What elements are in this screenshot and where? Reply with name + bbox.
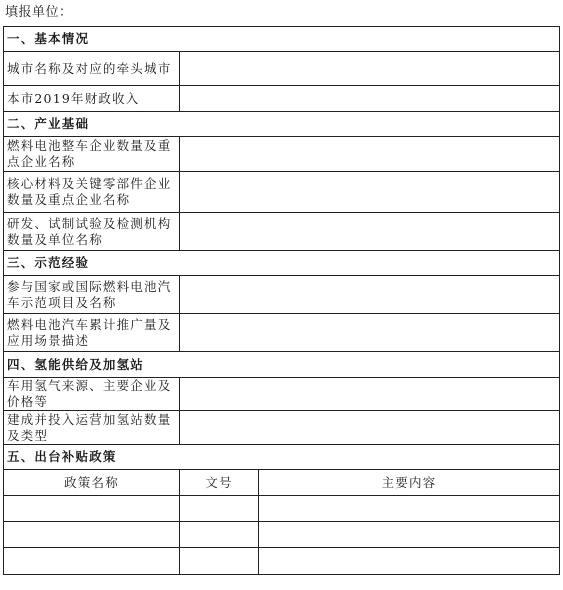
column-header-doc-number: 文号 <box>180 470 259 496</box>
doc-number-cell[interactable] <box>180 522 259 548</box>
value-cell-refueling-stations[interactable] <box>180 411 560 445</box>
row-label: 参与国家或国际燃料电池汽车示范项目及名称 <box>4 276 180 314</box>
doc-number-cell[interactable] <box>180 548 259 575</box>
form-row <box>4 172 560 213</box>
policy-name-cell[interactable] <box>4 548 180 575</box>
section-header-basic-info <box>4 27 560 52</box>
doc-number-cell[interactable] <box>180 496 259 522</box>
row-label: 车用氢气来源、主要企业及价格等 <box>4 378 180 411</box>
value-cell-component-companies[interactable] <box>180 172 560 213</box>
section-title: 四、氢能供给及加氢站 <box>4 352 560 378</box>
value-cell-hydrogen-source[interactable] <box>180 378 560 411</box>
section-title: 五、出台补贴政策 <box>4 445 560 470</box>
section-title: 三、示范经验 <box>4 251 560 276</box>
main-content-cell[interactable] <box>259 496 560 522</box>
table-row <box>4 522 560 548</box>
form-row <box>4 52 560 86</box>
policy-name-cell[interactable] <box>4 496 180 522</box>
value-cell-vehicle-companies[interactable] <box>180 137 560 172</box>
row-label: 燃料电池汽车累计推广量及应用场景描述 <box>4 314 180 352</box>
row-label: 燃料电池整车企业数量及重点企业名称 <box>4 137 180 172</box>
section-header-subsidy-policy <box>4 445 560 470</box>
section-header-demo-experience <box>4 251 560 276</box>
row-label: 城市名称及对应的牵头城市 <box>4 52 180 86</box>
value-cell-deployment-volume[interactable] <box>180 314 560 352</box>
form-row <box>4 314 560 352</box>
row-label: 本市2019年财政收入 <box>4 86 180 112</box>
application-form-table <box>3 26 560 575</box>
form-row <box>4 86 560 112</box>
value-cell-fiscal-revenue[interactable] <box>180 86 560 112</box>
form-row <box>4 411 560 445</box>
value-cell-rd-institutions[interactable] <box>180 213 560 251</box>
value-cell-demo-projects[interactable] <box>180 276 560 314</box>
section-title: 二、产业基础 <box>4 112 560 137</box>
form-row <box>4 137 560 172</box>
row-label: 建成并投入运营加氢站数量及类型 <box>4 411 180 445</box>
policy-table-header <box>4 470 560 496</box>
section-title: 一、基本情况 <box>4 27 560 52</box>
form-row <box>4 378 560 411</box>
main-content-cell[interactable] <box>259 548 560 575</box>
main-content-cell[interactable] <box>259 522 560 548</box>
column-header-main-content: 主要内容 <box>259 470 560 496</box>
row-label: 研发、试制试验及检测机构数量及单位名称 <box>4 213 180 251</box>
filler-unit-label: 填报单位： <box>5 5 73 20</box>
row-label: 核心材料及关键零部件企业数量及重点企业名称 <box>4 172 180 213</box>
table-row <box>4 548 560 575</box>
value-cell-lead-city[interactable] <box>180 52 560 86</box>
column-header-policy-name: 政策名称 <box>4 470 180 496</box>
table-row <box>4 496 560 522</box>
policy-name-cell[interactable] <box>4 522 180 548</box>
form-row <box>4 213 560 251</box>
section-header-hydrogen-supply <box>4 352 560 378</box>
section-header-industry-base <box>4 112 560 137</box>
form-row <box>4 276 560 314</box>
